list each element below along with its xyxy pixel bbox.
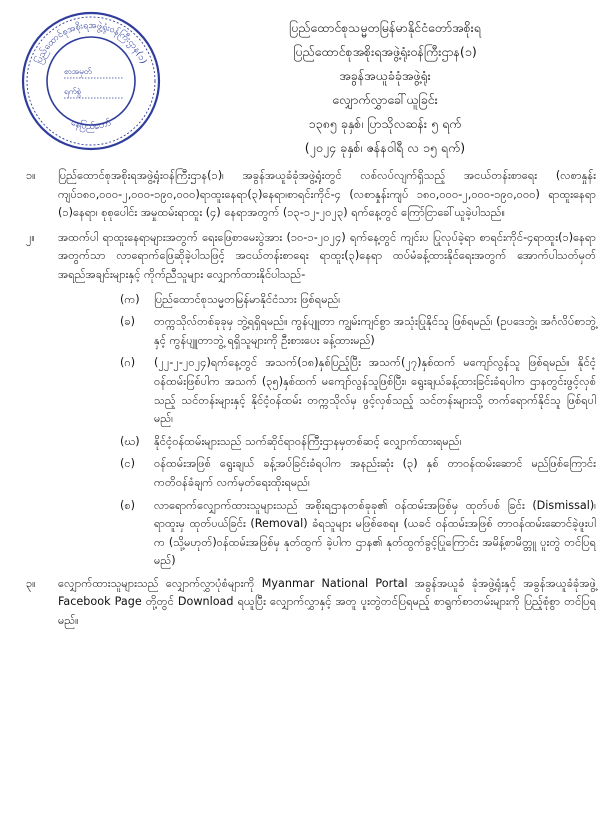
paragraph-2: [22, 229, 596, 285]
requirement-item: [22, 354, 596, 428]
paragraph-text: အထက်ပါ ရာထူးနေရာများအတွက် ရေးဖြေစာမေးပွဲအား (၁၀-၁-၂၀၂၄) ရက်နေ့တွင် ကျင်းပ ပြုလုပ်ခဲ့ရာ စာရင်းကိုင်-၄ရာထူး(၁)နေရာအတွက်သာ လာရောက်ဖြေဆိုခဲ့ပါသဖြင့် အငယ်တန်းစာရေး ရာထူး(၃)နေရာ ထပ်မံခန့်ထားနိုင်ရေးအတွက် အောက်ပါသတ်မှတ်အရည်အချင်းများနှင့် ကိုက်ညီသူများ လျှောက်ထားနိုင်ပါသည်-: [58, 230, 596, 281]
requirement-text: ဝန်ထမ်းအဖြစ် ရွေးချယ် ခန့်အပ်ခြင်းခံရပါက အနည်းဆုံး (၃) နှစ် တာဝန်ထမ်းဆောင် မည်ဖြစ်ကြောင်း ကတိဝန်ခံချက် လက်မှတ်ရေးထိုးရမည်၊: [154, 457, 596, 489]
requirement-item: [22, 291, 596, 310]
requirement-text: တက္ကသိုလ်တစ်ခုခုမှ ဘွဲ့ရရှိရမည်။ ကွန်ပျူတာ ကျွမ်းကျင်စွာ အသုံးပြုနိုင်သူ ဖြစ်ရမည်၊ (ဥပဒေဘွဲ့၊ အင်္ဂလိပ်စာဘွဲ့နှင့် ကွန်ပျူတာဘွဲ့ ရရှိသူများကို ဦးစားပေး ခန့်ထားမည်): [154, 315, 596, 347]
header-myanmar-date: ၁၃၈၅ ခုနှစ်၊ ပြာသိုလဆန်း ၅ ရက်: [308, 116, 462, 131]
document-header: [170, 16, 600, 160]
paragraph-1: [22, 167, 596, 223]
paragraph-text: ပြည်ထောင်စုအစိုးရအဖွဲ့ရုံးဝန်ကြီးဌာန(၁)၊ အခွန်အယူခံခုံအဖွဲ့ရုံးတွင် လစ်လပ်လျက်ရှိသည့် အငယ်တန်းစာရေး (လစာနှုန်းကျပ်၁၈၀,၀၀၀-၂,၀၀၀-၁၉၀,၀၀၀)ရာထူးနေရာ(၃)နေရာ၊စာရင်းကိုင်-၄ (လစာနှုန်းကျပ် ၁၈၀,၀၀၀-၂,၀၀၀-၁၉၀,၀၀၀) ရာထူးနေရာ (၁)နေရာ၊ စုစုပေါင်း အမှုထမ်းရာထူး (၄) နေရာအတွက် (၁၃-၁၂-၂၀၂၃) ရက်နေ့တွင် ကြော်ငြာခေါ်ယူခဲ့ပါသည်။: [58, 169, 596, 220]
requirement-marker: (ဃ): [120, 434, 140, 448]
document-title: လျှောက်လွှာခေါ်ယူခြင်း: [332, 92, 438, 107]
document-body: [22, 167, 596, 637]
paragraph-number: ၂။: [26, 230, 35, 244]
seal-label-date: ရက်စွဲ: [64, 87, 81, 96]
requirement-item: [22, 313, 596, 350]
requirement-text: နိုင်ငံ့ဝန်ထမ်းများသည် သက်ဆိုင်ရာဝန်ကြီးဌာနမှတစ်ဆင့် လျှောက်ထားရမည်၊: [154, 434, 462, 448]
paragraph-text: လျှောက်ထားသူများသည် လျှောက်လွှာပုံစံများကို Myanmar National Portal အခွန်အယူခံ ခုံအဖွဲ့ရုံးနှင့် အခွန်အယူခံခုံအဖွဲ့ Facebook Page တို့တွင် Download ရယူပြီး လျှောက်လွှာနှင့် အတူ ပူးတွဲတင်ပြရမည့် စာရွက်စာတမ်းများကို ပြည့်စုံစွာ တင်ပြရမည်။: [58, 576, 596, 628]
requirement-text: လာရောက်လျှောက်ထားသူများသည် အစိုးရဌာနတစ်ခုခု၏ ဝန်ထမ်းအဖြစ်မှ ထုတ်ပစ် ခြင်း (Dismissal)၊ ရာထူးမှ ထုတ်ပယ်ခြင်း (Removal) ခံရသူများ မဖြစ်စေရ။ (ယခင် ဝန်ထမ်းအဖြစ် တာဝန်ထမ်းဆောင်ခဲ့ဖူးပါက (သို့မဟုတ်)ဝန်ထမ်းအဖြစ်မှ နုတ်ထွက် ခဲ့ပါက ဌာန၏ နုတ်ထွက်ခွင့်ပြုကြောင်း အမိန့်စာမိတ္တူ ပူးတွဲ တင်ပြရမည်): [154, 498, 596, 568]
header-gregorian-date: (၂၀၂၄ ခုနှစ်၊ ဇန်နဝါရီ လ ၁၅ ရက်): [304, 140, 466, 155]
paragraph-number: ၁။: [26, 169, 36, 182]
seal-label-number: စာအမှတ်: [64, 67, 92, 76]
requirement-marker: (စ): [120, 498, 136, 512]
requirement-item: [22, 497, 596, 571]
requirement-marker: (ခ): [120, 315, 136, 329]
requirement-marker: (က): [120, 292, 140, 306]
requirement-item: [22, 433, 596, 452]
seal-stamp-icon: [16, 6, 166, 156]
svg-text:နေပြည်တော်: [69, 117, 113, 133]
header-ministry: ပြည်ထောင်စုအစိုးရအဖွဲ့ရုံးဝန်ကြီးဌာန(၁): [293, 44, 477, 59]
paragraph-number: ၃။: [26, 576, 36, 590]
paragraph-3: [22, 575, 596, 631]
seal-ring-bottom-text: နေပြည်တော်: [69, 117, 113, 133]
requirement-text: (၂၂-၂-၂၀၂၄)ရက်နေ့တွင် အသက်(၁၈)နှစ်ပြည့်ပြီး အသက်(၂၇)နှစ်ထက် မကျော်လွန်သူ ဖြစ်ရမည်။ နိုင်ငံ့ဝန်ထမ်းဖြစ်ပါက အသက် (၃၅)နှစ်ထက် မကျော်လွန်သူဖြစ်ပြီး၊ ရွေးချယ်ခန့်ထားခြင်းခံရပါက ဌာနတွင်းဖွင့်လှစ်သည့် သင်တန်းများနှင့် နိုင်ငံ့ဝန်ထမ်း တက္ကသိုလ်မှ ဖွင့်လှစ်သည့် သင်တန်းများသို့ တက်ရောက်နိုင်သူ ဖြစ်ရပါမည်၊: [154, 356, 596, 426]
official-seal: [16, 6, 166, 156]
requirement-marker: (င): [120, 457, 135, 471]
requirement-item: [22, 455, 596, 492]
requirement-text: ပြည်ထောင်စုသမ္မတမြန်မာနိုင်ငံသား ဖြစ်ရမည်၊: [154, 292, 341, 306]
requirement-marker: (ဂ): [120, 356, 136, 370]
seal-ring-top-text: ပြည်ထောင်စုအစိုးရအဖွဲ့ရုံးဝန်ကြီးဌာန(၁): [34, 20, 148, 66]
header-office: အခွန်အယူခံခုံအဖွဲ့ရုံး: [339, 68, 431, 83]
header-government: ပြည်ထောင်စုသမ္မတမြန်မာနိုင်ငံတော်အစိုးရ: [289, 20, 481, 35]
